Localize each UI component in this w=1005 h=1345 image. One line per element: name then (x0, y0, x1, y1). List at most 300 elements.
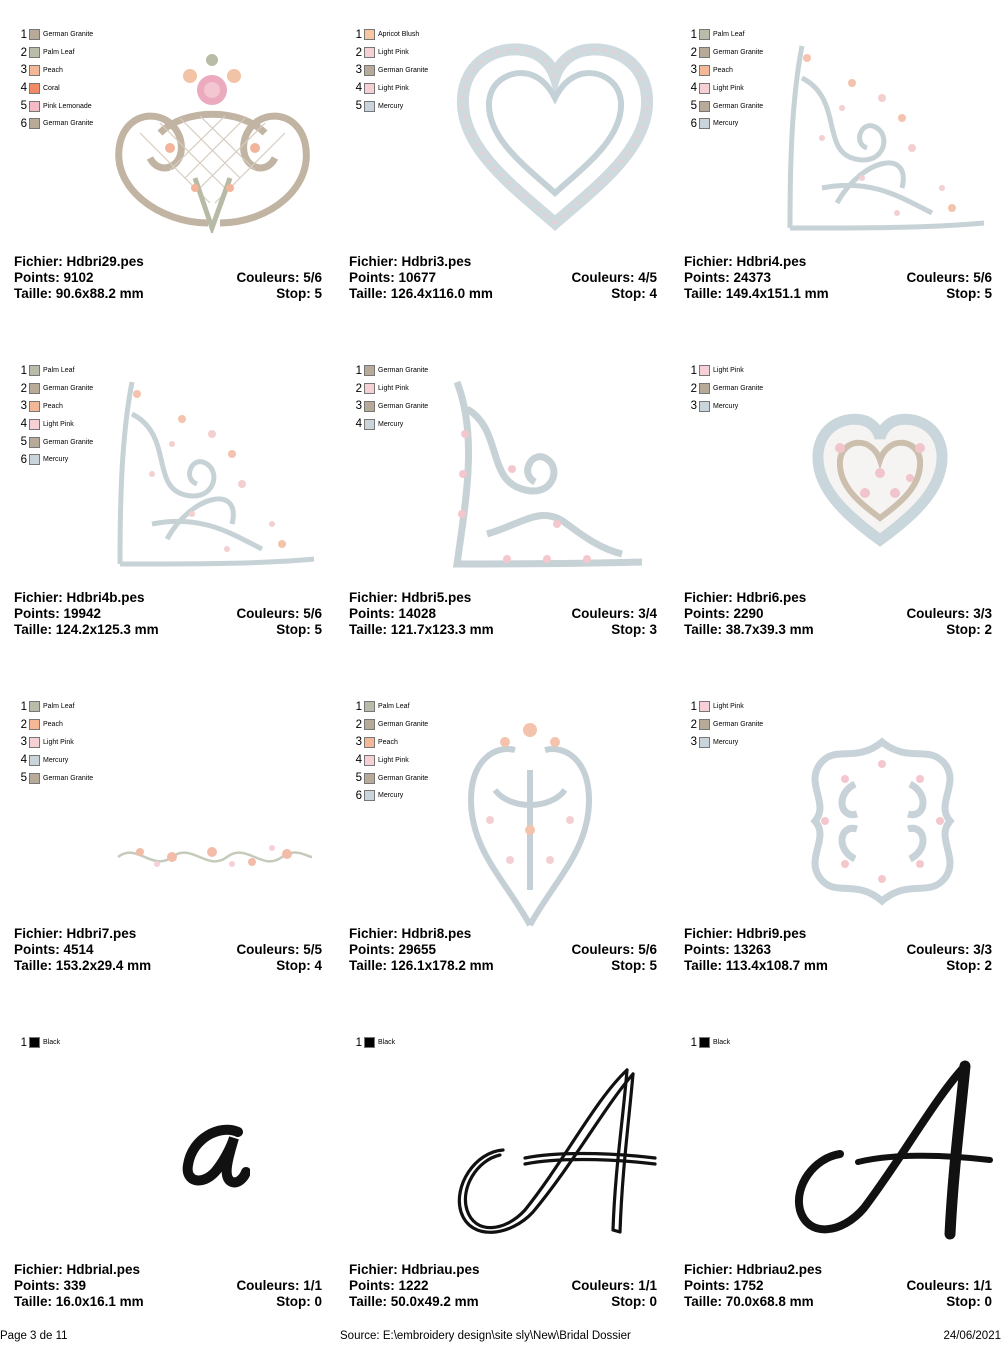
thread-name: Black (713, 1039, 731, 1047)
stop-count-value: 5 (314, 286, 322, 301)
stop-count (946, 1294, 992, 1310)
stitch-points-value: 1222 (398, 1278, 429, 1293)
thread-swatch (364, 47, 375, 58)
embroidery-preview-image (790, 1058, 1000, 1243)
thread-row (18, 415, 93, 433)
stop-count-value: 4 (649, 286, 657, 301)
design-size-value: 90.6x88.2 mm (55, 286, 144, 301)
thread-name: Peach (43, 721, 63, 729)
thread-name: German Granite (378, 774, 429, 782)
stitch-points-label: Points: (349, 1278, 395, 1293)
design-size-value: 126.4x116.0 mm (390, 286, 493, 301)
file-name-label: Fichier: (684, 590, 733, 605)
design-size-label: Taille: (684, 622, 723, 637)
thread-number: 5 (20, 772, 27, 785)
thread-number: 3 (355, 400, 362, 413)
thread-swatch (699, 65, 710, 76)
stitch-points-label: Points: (349, 606, 395, 621)
design-size-label: Taille: (14, 286, 53, 301)
stitch-points-label: Points: (349, 270, 395, 285)
colour-count (571, 270, 657, 286)
file-name-value: Hdbriau.pes (401, 1262, 480, 1277)
thread-swatch (364, 701, 375, 712)
file-name-value: Hdbrial.pes (66, 1262, 141, 1277)
stop-count (276, 1294, 322, 1310)
design-card (0, 1008, 335, 1344)
thread-swatch (29, 419, 40, 430)
design-info (14, 926, 322, 974)
thread-row (353, 62, 428, 80)
thread-number: 3 (690, 64, 697, 77)
thread-row (688, 698, 763, 716)
file-name-value: Hdbri8.pes (401, 926, 472, 941)
embroidery-preview-image (782, 38, 992, 238)
stitch-points (14, 1278, 86, 1294)
thread-row (688, 362, 763, 380)
thread-name: Coral (43, 84, 60, 92)
thread-number: 6 (20, 117, 27, 130)
thread-name: Mercury (43, 456, 69, 464)
file-name-value: Hdbri9.pes (736, 926, 807, 941)
design-info (14, 1262, 322, 1310)
thread-row (353, 751, 428, 769)
design-size (14, 958, 151, 974)
thread-swatch (699, 47, 710, 58)
thread-name: Palm Leaf (378, 703, 410, 711)
file-name (14, 926, 136, 942)
stop-count-value: 0 (314, 1294, 322, 1309)
colour-count (571, 942, 657, 958)
thread-swatch (29, 719, 40, 730)
thread-number: 3 (690, 400, 697, 413)
stop-count-label: Stop: (946, 286, 981, 301)
thread-name: Light Pink (378, 49, 409, 57)
design-size (349, 958, 494, 974)
thread-number: 3 (355, 64, 362, 77)
design-card (670, 672, 1005, 1008)
thread-name: Black (378, 1039, 396, 1047)
file-name-label: Fichier: (14, 590, 63, 605)
thread-row (353, 716, 428, 734)
design-size-value: 124.2x125.3 mm (55, 622, 159, 637)
thread-name: Light Pink (43, 738, 74, 746)
embroidery-preview-image (180, 1120, 250, 1190)
thread-legend (18, 698, 93, 787)
embroidery-preview-image (455, 1060, 665, 1240)
stop-count (611, 1294, 657, 1310)
colour-count-label: Couleurs: (236, 942, 300, 957)
thread-swatch (364, 401, 375, 412)
design-size (349, 286, 493, 302)
thread-name: Light Pink (378, 84, 409, 92)
colour-count-value: 4/5 (638, 270, 657, 285)
file-name (349, 590, 471, 606)
file-name-label: Fichier: (349, 254, 398, 269)
file-name-value: Hdbri4.pes (736, 254, 807, 269)
thread-number: 2 (355, 46, 362, 59)
thread-swatch (699, 737, 710, 748)
thread-row (18, 698, 93, 716)
thread-number: 4 (355, 754, 362, 767)
thread-name: Mercury (713, 738, 739, 746)
embroidery-preview-image (112, 822, 317, 892)
colour-count (571, 1278, 657, 1294)
design-size-label: Taille: (684, 958, 723, 973)
thread-number: 3 (20, 736, 27, 749)
thread-row (688, 115, 763, 133)
design-card (335, 336, 670, 672)
colour-count (906, 606, 992, 622)
stop-count (946, 958, 992, 974)
thread-name: Palm Leaf (713, 31, 745, 39)
design-card (670, 0, 1005, 336)
thread-name: Palm Leaf (43, 703, 75, 711)
stitch-points (349, 942, 436, 958)
thread-number: 4 (20, 754, 27, 767)
file-name (14, 590, 145, 606)
thread-number: 2 (690, 46, 697, 59)
design-card (0, 336, 335, 672)
thread-swatch (364, 101, 375, 112)
stop-count (611, 622, 657, 638)
colour-count (236, 270, 322, 286)
thread-name: German Granite (378, 402, 429, 410)
stitch-points-value: 29655 (398, 942, 437, 957)
thread-number: 6 (355, 789, 362, 802)
colour-count-value: 1/1 (973, 1278, 992, 1293)
design-size-label: Taille: (349, 958, 388, 973)
design-size-label: Taille: (349, 622, 388, 637)
file-name (684, 254, 806, 270)
design-info (684, 590, 992, 638)
thread-number: 2 (355, 382, 362, 395)
colour-count-value: 5/6 (303, 606, 322, 621)
thread-name: German Granite (713, 385, 764, 393)
thread-name: Peach (378, 738, 398, 746)
thread-row (18, 26, 93, 44)
thread-row (353, 380, 428, 398)
thread-number: 4 (355, 418, 362, 431)
thread-row (18, 398, 93, 416)
thread-number: 1 (20, 364, 27, 377)
colour-count-label: Couleurs: (236, 1278, 300, 1293)
file-name (349, 1262, 480, 1278)
thread-swatch (29, 29, 40, 40)
thread-swatch (364, 1037, 375, 1048)
thread-number: 1 (355, 1036, 362, 1049)
thread-swatch (29, 701, 40, 712)
stitch-points-value: 10677 (398, 270, 437, 285)
file-name-label: Fichier: (14, 1262, 63, 1277)
thread-number: 1 (20, 1036, 27, 1049)
thread-row (353, 769, 428, 787)
colour-count-label: Couleurs: (571, 1278, 635, 1293)
stop-count-label: Stop: (611, 1294, 646, 1309)
thread-row (353, 26, 428, 44)
stitch-points-value: 1752 (733, 1278, 764, 1293)
stop-count (276, 286, 322, 302)
stitch-points (684, 942, 771, 958)
colour-count (906, 270, 992, 286)
thread-row (18, 44, 93, 62)
thread-number: 1 (355, 28, 362, 41)
thread-swatch (364, 773, 375, 784)
thread-row (688, 44, 763, 62)
thread-number: 4 (20, 418, 27, 431)
print-date: 24/06/2021 (943, 1330, 1001, 1342)
stitch-points-label: Points: (14, 1278, 60, 1293)
thread-legend (688, 26, 763, 133)
stop-count-label: Stop: (276, 286, 311, 301)
thread-row (688, 1034, 730, 1052)
thread-name: Mercury (378, 420, 404, 428)
thread-swatch (29, 383, 40, 394)
design-size (349, 622, 494, 638)
file-name (684, 1262, 822, 1278)
thread-number: 3 (690, 736, 697, 749)
thread-legend (18, 26, 93, 133)
thread-name: German Granite (43, 120, 94, 128)
file-name (684, 926, 806, 942)
thread-swatch (699, 118, 710, 129)
design-info (349, 926, 657, 974)
design-size-value: 16.0x16.1 mm (55, 1294, 144, 1309)
colour-count-label: Couleurs: (236, 606, 300, 621)
thread-swatch (364, 383, 375, 394)
colour-count-value: 5/5 (303, 942, 322, 957)
design-card (0, 672, 335, 1008)
thread-number: 5 (355, 772, 362, 785)
stitch-points (684, 270, 771, 286)
design-size-label: Taille: (14, 1294, 53, 1309)
thread-row (353, 97, 428, 115)
colour-count-label: Couleurs: (236, 270, 300, 285)
colour-count-label: Couleurs: (571, 606, 635, 621)
stop-count-value: 5 (649, 958, 657, 973)
design-size-value: 153.2x29.4 mm (55, 958, 152, 973)
thread-swatch (364, 755, 375, 766)
stitch-points (349, 1278, 429, 1294)
design-card (335, 672, 670, 1008)
design-info (684, 254, 992, 302)
design-size (14, 622, 159, 638)
stop-count-label: Stop: (946, 958, 981, 973)
file-name-value: Hdbri6.pes (736, 590, 807, 605)
thread-number: 3 (20, 400, 27, 413)
colour-count-value: 3/4 (638, 606, 657, 621)
stop-count-value: 5 (984, 286, 992, 301)
stitch-points-value: 13263 (733, 942, 772, 957)
thread-row (18, 362, 93, 380)
thread-swatch (29, 773, 40, 784)
stitch-points-value: 24373 (733, 270, 772, 285)
thread-row (353, 362, 428, 380)
design-size (684, 622, 814, 638)
stop-count-label: Stop: (276, 1294, 311, 1309)
stitch-points-value: 339 (63, 1278, 87, 1293)
stitch-points (349, 270, 436, 286)
file-name (14, 254, 144, 270)
thread-number: 5 (355, 100, 362, 113)
thread-row (688, 716, 763, 734)
thread-swatch (699, 29, 710, 40)
file-name-value: Hdbriau2.pes (736, 1262, 823, 1277)
stop-count-label: Stop: (611, 622, 646, 637)
stitch-points (349, 606, 436, 622)
thread-name: Apricot Blush (378, 31, 420, 39)
stop-count-value: 0 (649, 1294, 657, 1309)
stitch-points-value: 4514 (63, 942, 94, 957)
embroidery-preview-image (795, 734, 970, 909)
thread-number: 5 (20, 100, 27, 113)
stop-count-label: Stop: (611, 286, 646, 301)
thread-number: 4 (690, 82, 697, 95)
thread-number: 2 (690, 382, 697, 395)
embroidery-preview-image (455, 38, 655, 233)
thread-name: Palm Leaf (43, 367, 75, 375)
design-size-label: Taille: (684, 286, 723, 301)
thread-legend (688, 362, 763, 415)
thread-name: Mercury (713, 120, 739, 128)
thread-row (18, 79, 93, 97)
thread-row (18, 716, 93, 734)
design-info (349, 254, 657, 302)
stop-count (946, 622, 992, 638)
thread-swatch (29, 1037, 40, 1048)
design-size (14, 1294, 144, 1310)
file-name-label: Fichier: (349, 590, 398, 605)
colour-count (236, 942, 322, 958)
thread-swatch (699, 365, 710, 376)
stitch-points-value: 2290 (733, 606, 764, 621)
thread-name: Mercury (43, 756, 69, 764)
thread-name: Peach (713, 66, 733, 74)
file-name-value: Hdbri3.pes (401, 254, 472, 269)
thread-name: Light Pink (713, 84, 744, 92)
thread-name: Pink Lemonade (43, 102, 92, 110)
thread-row (18, 97, 93, 115)
thread-number: 2 (20, 718, 27, 731)
colour-count-label: Couleurs: (906, 270, 970, 285)
thread-legend (353, 1034, 395, 1052)
stitch-points-value: 9102 (63, 270, 94, 285)
thread-row (688, 26, 763, 44)
embroidery-preview-image (810, 408, 950, 548)
thread-row (18, 433, 93, 451)
thread-number: 1 (20, 700, 27, 713)
stitch-points-label: Points: (684, 270, 730, 285)
thread-name: Light Pink (378, 385, 409, 393)
thread-number: 2 (20, 46, 27, 59)
thread-swatch (364, 65, 375, 76)
colour-count-label: Couleurs: (906, 606, 970, 621)
design-size-label: Taille: (349, 1294, 388, 1309)
thread-row (18, 769, 93, 787)
colour-count (236, 606, 322, 622)
design-info (349, 590, 657, 638)
thread-swatch (699, 401, 710, 412)
thread-number: 1 (355, 700, 362, 713)
stop-count-label: Stop: (946, 622, 981, 637)
stop-count (611, 286, 657, 302)
stop-count (946, 286, 992, 302)
thread-swatch (29, 47, 40, 58)
embroidery-preview-image (465, 710, 595, 930)
thread-legend (353, 698, 428, 805)
design-info (14, 254, 322, 302)
thread-row (353, 44, 428, 62)
design-size (684, 286, 829, 302)
design-size-value: 50.0x49.2 mm (390, 1294, 479, 1309)
design-info (349, 1262, 657, 1310)
design-info (684, 926, 992, 974)
colour-count-label: Couleurs: (906, 1278, 970, 1293)
file-name-value: Hdbri29.pes (66, 254, 144, 269)
thread-name: German Granite (713, 721, 764, 729)
thread-legend (353, 26, 428, 115)
stop-count-label: Stop: (611, 958, 646, 973)
thread-swatch (699, 1037, 710, 1048)
thread-name: Mercury (713, 402, 739, 410)
stitch-points-label: Points: (14, 942, 60, 957)
thread-swatch (364, 419, 375, 430)
embroidery-preview-image (100, 38, 325, 233)
design-size (14, 286, 144, 302)
thread-row (18, 451, 93, 469)
thread-number: 1 (690, 700, 697, 713)
file-name (14, 1262, 140, 1278)
thread-row (353, 787, 428, 805)
thread-name: German Granite (43, 31, 94, 39)
thread-swatch (364, 719, 375, 730)
thread-number: 2 (355, 718, 362, 731)
colour-count-value: 3/3 (973, 942, 992, 957)
stop-count-label: Stop: (276, 622, 311, 637)
colour-count-value: 5/6 (303, 270, 322, 285)
thread-swatch (699, 383, 710, 394)
colour-count-value: 1/1 (303, 1278, 322, 1293)
thread-row (18, 1034, 60, 1052)
stop-count-value: 2 (984, 958, 992, 973)
thread-swatch (699, 719, 710, 730)
thread-number: 6 (20, 453, 27, 466)
embroidery-preview-image (447, 374, 647, 574)
file-name-value: Hdbri5.pes (401, 590, 472, 605)
design-size-value: 126.1x178.2 mm (390, 958, 494, 973)
stitch-points-label: Points: (684, 606, 730, 621)
stop-count-label: Stop: (276, 958, 311, 973)
page-number: Page 3 de 11 (0, 1330, 68, 1342)
thread-legend (353, 362, 428, 433)
stitch-points-label: Points: (349, 942, 395, 957)
colour-count (906, 942, 992, 958)
thread-swatch (364, 83, 375, 94)
thread-name: Light Pink (43, 420, 74, 428)
file-name-label: Fichier: (684, 1262, 733, 1277)
file-name (684, 590, 806, 606)
colour-count-value: 1/1 (638, 1278, 657, 1293)
design-card (0, 0, 335, 336)
stitch-points (14, 606, 101, 622)
file-name-label: Fichier: (14, 254, 63, 269)
stitch-points-value: 19942 (63, 606, 102, 621)
thread-row (688, 97, 763, 115)
stop-count (611, 958, 657, 974)
thread-swatch (29, 83, 40, 94)
thread-name: Palm Leaf (43, 49, 75, 57)
stop-count-label: Stop: (946, 1294, 981, 1309)
thread-number: 1 (690, 364, 697, 377)
